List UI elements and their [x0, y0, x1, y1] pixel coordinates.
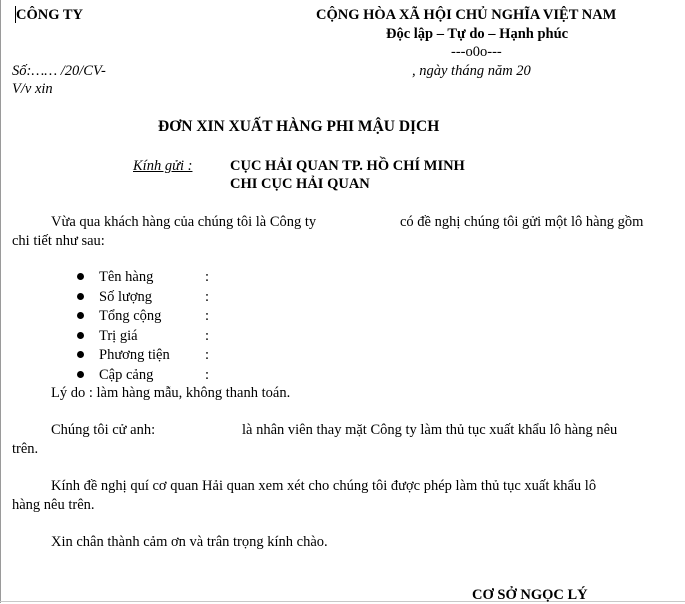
- bullet-icon: [77, 312, 84, 319]
- list-item-colon: :: [205, 367, 210, 383]
- bullet-icon: [77, 273, 84, 280]
- representative-line-1a: Chúng tôi cử anh:: [51, 422, 156, 438]
- page-left-border: [0, 0, 1, 603]
- company-label: CÔNG TY: [16, 7, 84, 23]
- list-item-colon: :: [205, 269, 210, 285]
- bullet-icon: [77, 351, 84, 358]
- list-item-colon: :: [205, 347, 210, 363]
- bullet-icon: [77, 293, 84, 300]
- list-item-label: Trị giá: [99, 328, 138, 344]
- national-motto: Độc lập – Tự do – Hạnh phúc: [386, 26, 569, 42]
- list-item-colon: :: [205, 328, 210, 344]
- representative-line-1b: là nhân viên thay mặt Công ty làm thủ tục xuất khẩu lô hàng nêu: [242, 422, 618, 438]
- bullet-icon: [77, 371, 84, 378]
- intro-line-1b: có đề nghị chúng tôi gửi một lô hàng gồm: [400, 214, 644, 230]
- list-item-label: Tên hàng: [99, 269, 154, 285]
- motto-separator: ---o0o---: [451, 44, 502, 60]
- document-title: ĐƠN XIN XUẤT HÀNG PHI MẬU DỊCH: [158, 118, 440, 135]
- intro-line-2: chi tiết như sau:: [12, 233, 105, 249]
- recipient-line-2: CHI CỤC HẢI QUAN: [230, 176, 370, 192]
- document-subject: V/v xin: [12, 81, 53, 97]
- intro-line-1a: Vừa qua khách hàng của chúng tôi là Công ty: [51, 214, 317, 230]
- recipient-label: Kính gửi :: [133, 158, 193, 174]
- list-item-label: Phương tiện: [99, 347, 170, 363]
- representative-line-2: trên.: [12, 441, 39, 457]
- recipient-line-1: CỤC HẢI QUAN TP. HỒ CHÍ MINH: [230, 158, 465, 174]
- reason-text: Lý do : làm hàng mẫu, không thanh toán.: [51, 385, 291, 401]
- list-item-colon: :: [205, 289, 210, 305]
- list-item-label: Số lượng: [99, 289, 152, 305]
- request-line-1: Kính đề nghị quí cơ quan Hải quan xem xét cho chúng tôi được phép làm thủ tục xuất khẩu lô: [51, 478, 597, 494]
- list-item-label: Tổng cộng: [99, 308, 162, 324]
- document-date: , ngày tháng năm 20: [412, 63, 531, 79]
- bullet-icon: [77, 332, 84, 339]
- list-item-colon: :: [205, 308, 210, 324]
- republic-heading: CỘNG HÒA XÃ HỘI CHỦ NGHĨA VIỆT NAM: [316, 7, 617, 23]
- signature-name: CƠ SỞ NGỌC LÝ: [472, 587, 588, 603]
- list-item-label: Cập cảng: [99, 367, 154, 383]
- document-number: Số:…… /20/CV-: [12, 63, 106, 79]
- closing-text: Xin chân thành cảm ơn và trân trọng kính chào.: [51, 534, 328, 550]
- request-line-2: hàng nêu trên.: [12, 497, 95, 513]
